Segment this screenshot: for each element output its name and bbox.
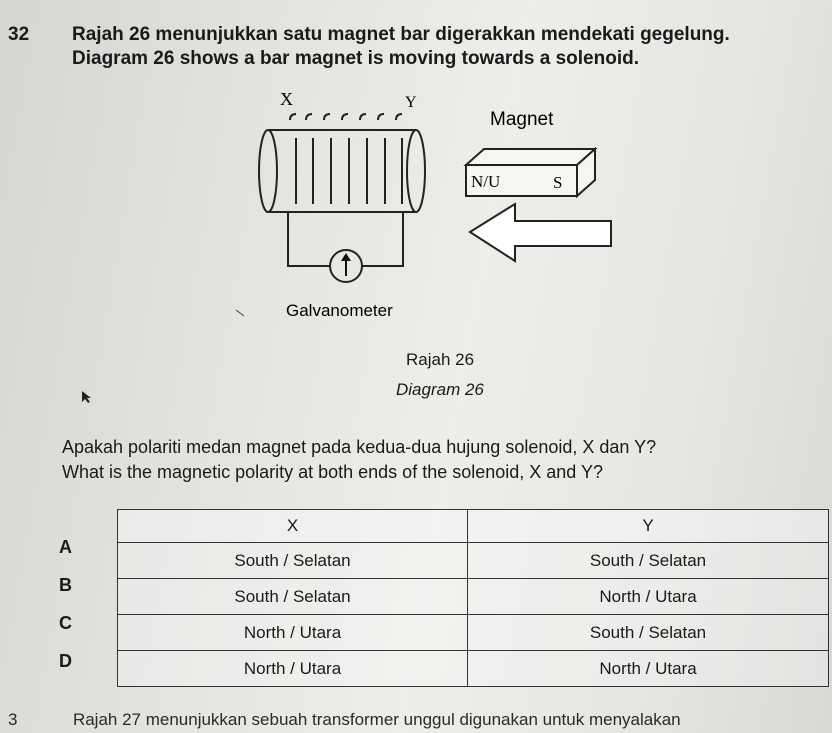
diagram-caption-english: Diagram 26: [396, 380, 484, 399]
solenoid-end-label-y: Y: [405, 94, 417, 111]
galvanometer-needle-icon: [341, 253, 351, 276]
magnet-pole-south: S: [553, 173, 563, 192]
table-row[interactable]: [118, 579, 829, 615]
option-a-x: South / Selatan: [118, 543, 468, 579]
question-text-english: Diagram 26 shows a bar magnet is moving towards a solenoid.: [72, 48, 639, 69]
option-letter-d[interactable]: D: [59, 651, 72, 671]
mouse-cursor-icon: [80, 390, 92, 404]
next-question-number: 3: [8, 710, 18, 729]
option-b-x: South / Selatan: [118, 579, 468, 615]
option-letter-c[interactable]: C: [59, 613, 72, 633]
small-arrow-marker-icon: [236, 310, 244, 316]
option-c-y: South / Selatan: [468, 615, 829, 651]
diagram-caption-malay: Rajah 26: [406, 350, 475, 369]
magnet-label: Magnet: [490, 109, 554, 130]
prompt-text-english: What is the magnetic polarity at both ends of the solenoid, X and Y?: [62, 462, 604, 482]
option-letter-a[interactable]: A: [59, 537, 72, 557]
question-text-malay: Rajah 26 menunjukkan satu magnet bar digerakkan mendekati gegelung.: [72, 24, 730, 45]
answer-options-table: [117, 509, 829, 687]
solenoid-end-label-x: X: [280, 89, 293, 109]
option-letter-b[interactable]: B: [59, 575, 72, 595]
table-header-y: Y: [468, 510, 829, 543]
table-header-row: [118, 510, 829, 543]
galvanometer-label: Galvanometer: [286, 301, 393, 320]
next-question-text: Rajah 27 menunjukkan sebuah transformer unggul digunakan untuk menyalakan: [72, 710, 681, 729]
arrow-left-icon: [470, 204, 611, 261]
option-d-y: North / Utara: [468, 651, 829, 687]
table-row[interactable]: [118, 651, 829, 687]
option-c-x: North / Utara: [118, 615, 468, 651]
next-question-preview: [8, 710, 681, 730]
solenoid-coil: [259, 114, 425, 282]
table-row[interactable]: [118, 615, 829, 651]
table-row[interactable]: [118, 543, 829, 579]
magnet-pole-north: N/U: [471, 172, 501, 191]
option-d-x: North / Utara: [118, 651, 468, 687]
question-number: 32: [8, 24, 30, 45]
option-b-y: North / Utara: [468, 579, 829, 615]
solenoid-diagram: [0, 0, 832, 340]
table-header-x: X: [118, 510, 468, 543]
prompt-text-malay: Apakah polariti medan magnet pada kedua-dua hujung solenoid, X dan Y?: [62, 437, 657, 457]
option-a-y: South / Selatan: [468, 543, 829, 579]
